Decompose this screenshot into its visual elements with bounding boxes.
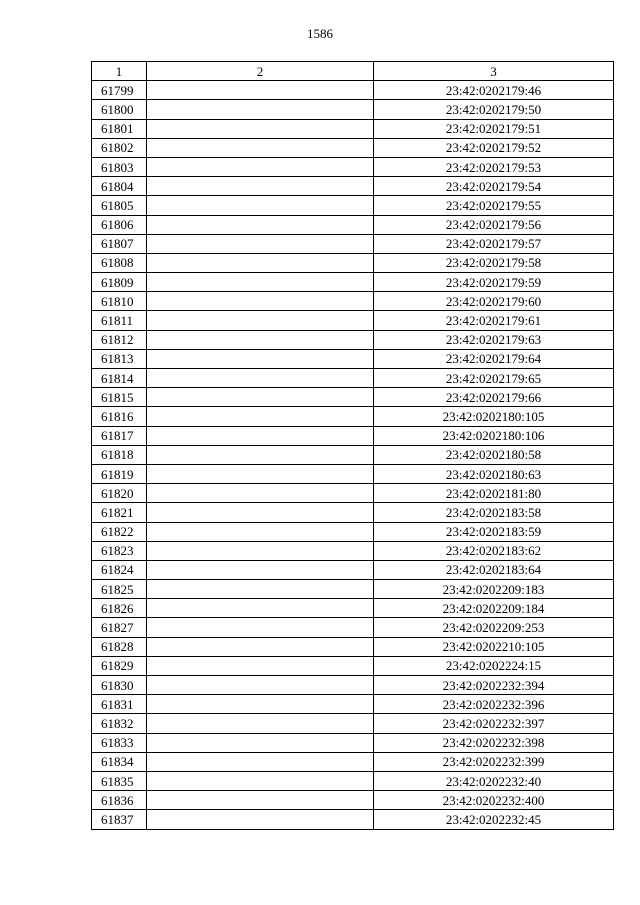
row-number-cell: 61829 [92,656,147,675]
cadastral-number-cell: 23:42:0202179:46 [374,81,614,100]
row-number-cell: 61819 [92,464,147,483]
table-row [92,196,614,215]
empty-cell [147,100,374,119]
empty-cell [147,445,374,464]
empty-cell [147,656,374,675]
row-number-cell: 61833 [92,733,147,752]
cadastral-number-cell: 23:42:0202179:65 [374,369,614,388]
table-row [92,676,614,695]
cadastral-number-cell: 23:42:0202179:63 [374,330,614,349]
empty-cell [147,426,374,445]
row-number-cell: 61827 [92,618,147,637]
table-row [92,714,614,733]
table-row [92,273,614,292]
cadastral-number-cell: 23:42:0202179:50 [374,100,614,119]
table-body [92,81,614,829]
table-row [92,138,614,157]
table-row [92,292,614,311]
row-number-cell: 61817 [92,426,147,445]
cadastral-number-cell: 23:42:0202179:58 [374,253,614,272]
row-number-cell: 61800 [92,100,147,119]
cadastral-number-cell: 23:42:0202180:58 [374,445,614,464]
row-number-cell: 61830 [92,676,147,695]
cadastral-number-cell: 23:42:0202232:45 [374,810,614,829]
cadastral-number-cell: 23:42:0202183:62 [374,541,614,560]
table-row [92,541,614,560]
empty-cell [147,311,374,330]
cadastral-number-cell: 23:42:0202183:58 [374,503,614,522]
empty-cell [147,695,374,714]
row-number-cell: 61803 [92,157,147,176]
row-number-cell: 61835 [92,771,147,790]
cadastral-number-cell: 23:42:0202232:399 [374,752,614,771]
empty-cell [147,580,374,599]
empty-cell [147,407,374,426]
empty-cell [147,810,374,829]
empty-cell [147,330,374,349]
empty-cell [147,369,374,388]
row-number-cell: 61836 [92,791,147,810]
empty-cell [147,253,374,272]
cadastral-number-cell: 23:42:0202232:400 [374,791,614,810]
header-row [92,62,614,81]
cadastral-number-cell: 23:42:0202209:253 [374,618,614,637]
row-number-cell: 61806 [92,215,147,234]
empty-cell [147,618,374,637]
table-row [92,369,614,388]
empty-cell [147,484,374,503]
table-row [92,311,614,330]
table-row [92,407,614,426]
empty-cell [147,292,374,311]
table-row [92,752,614,771]
cadastral-number-cell: 23:42:0202179:61 [374,311,614,330]
empty-cell [147,349,374,368]
empty-cell [147,522,374,541]
cadastral-number-cell: 23:42:0202224:15 [374,656,614,675]
table-row [92,81,614,100]
row-number-cell: 61810 [92,292,147,311]
table-row [92,656,614,675]
empty-cell [147,714,374,733]
cadastral-number-cell: 23:42:0202179:57 [374,234,614,253]
cadastral-number-cell: 23:42:0202179:53 [374,157,614,176]
empty-cell [147,119,374,138]
cadastral-number-cell: 23:42:0202179:51 [374,119,614,138]
table-row [92,234,614,253]
empty-cell [147,637,374,656]
row-number-cell: 61812 [92,330,147,349]
row-number-cell: 61816 [92,407,147,426]
empty-cell [147,215,374,234]
row-number-cell: 61811 [92,311,147,330]
table-row [92,330,614,349]
table-row [92,599,614,618]
row-number-cell: 61813 [92,349,147,368]
table-row [92,733,614,752]
table-row [92,177,614,196]
empty-cell [147,676,374,695]
table-row [92,157,614,176]
empty-cell [147,273,374,292]
cadastral-number-cell: 23:42:0202232:396 [374,695,614,714]
table-row [92,580,614,599]
cadastral-number-cell: 23:42:0202210:105 [374,637,614,656]
row-number-cell: 61834 [92,752,147,771]
row-number-cell: 61825 [92,580,147,599]
table-row [92,215,614,234]
empty-cell [147,771,374,790]
cadastral-number-cell: 23:42:0202179:59 [374,273,614,292]
empty-cell [147,196,374,215]
row-number-cell: 61821 [92,503,147,522]
row-number-cell: 61828 [92,637,147,656]
empty-cell [147,138,374,157]
empty-cell [147,541,374,560]
empty-cell [147,560,374,579]
table-row [92,484,614,503]
table-row [92,426,614,445]
column-header-1: 1 [92,62,147,81]
empty-cell [147,157,374,176]
empty-cell [147,733,374,752]
row-number-cell: 61837 [92,810,147,829]
table-row [92,349,614,368]
table-row [92,100,614,119]
row-number-cell: 61832 [92,714,147,733]
cadastral-number-cell: 23:42:0202232:398 [374,733,614,752]
row-number-cell: 61831 [92,695,147,714]
row-number-cell: 61799 [92,81,147,100]
empty-cell [147,464,374,483]
table-row [92,695,614,714]
column-header-2: 2 [147,62,374,81]
table-row [92,618,614,637]
cadastral-number-cell: 23:42:0202183:64 [374,560,614,579]
empty-cell [147,791,374,810]
table-header [92,62,614,81]
cadastral-number-cell: 23:42:0202179:60 [374,292,614,311]
empty-cell [147,599,374,618]
empty-cell [147,177,374,196]
cadastral-number-cell: 23:42:0202183:59 [374,522,614,541]
row-number-cell: 61824 [92,560,147,579]
table-row [92,560,614,579]
row-number-cell: 61814 [92,369,147,388]
cadastral-number-cell: 23:42:0202209:184 [374,599,614,618]
table-row [92,119,614,138]
row-number-cell: 61818 [92,445,147,464]
row-number-cell: 61823 [92,541,147,560]
row-number-cell: 61826 [92,599,147,618]
table-row [92,791,614,810]
cadastral-number-cell: 23:42:0202179:56 [374,215,614,234]
table-row [92,810,614,829]
table-row [92,464,614,483]
cadastral-number-cell: 23:42:0202179:64 [374,349,614,368]
empty-cell [147,503,374,522]
cadastral-number-cell: 23:42:0202232:40 [374,771,614,790]
row-number-cell: 61809 [92,273,147,292]
row-number-cell: 61805 [92,196,147,215]
cadastral-number-cell: 23:42:0202180:63 [374,464,614,483]
table-row [92,388,614,407]
empty-cell [147,388,374,407]
data-table [91,61,614,830]
empty-cell [147,81,374,100]
cadastral-number-cell: 23:42:0202179:55 [374,196,614,215]
table-row [92,445,614,464]
cadastral-number-cell: 23:42:0202232:397 [374,714,614,733]
page-number: 1586 [307,26,333,41]
column-header-3: 3 [374,62,614,81]
cadastral-number-cell: 23:42:0202181:80 [374,484,614,503]
row-number-cell: 61802 [92,138,147,157]
row-number-cell: 61804 [92,177,147,196]
row-number-cell: 61801 [92,119,147,138]
row-number-cell: 61808 [92,253,147,272]
table-row [92,503,614,522]
table-row [92,253,614,272]
table-row [92,637,614,656]
row-number-cell: 61822 [92,522,147,541]
cadastral-number-cell: 23:42:0202209:183 [374,580,614,599]
row-number-cell: 61815 [92,388,147,407]
row-number-cell: 61820 [92,484,147,503]
cadastral-number-cell: 23:42:0202232:394 [374,676,614,695]
cadastral-number-cell: 23:42:0202179:54 [374,177,614,196]
empty-cell [147,752,374,771]
cadastral-number-cell: 23:42:0202180:105 [374,407,614,426]
empty-cell [147,234,374,253]
row-number-cell: 61807 [92,234,147,253]
cadastral-number-cell: 23:42:0202179:66 [374,388,614,407]
cadastral-number-cell: 23:42:0202179:52 [374,138,614,157]
table-row [92,771,614,790]
table-row [92,522,614,541]
cadastral-number-cell: 23:42:0202180:106 [374,426,614,445]
